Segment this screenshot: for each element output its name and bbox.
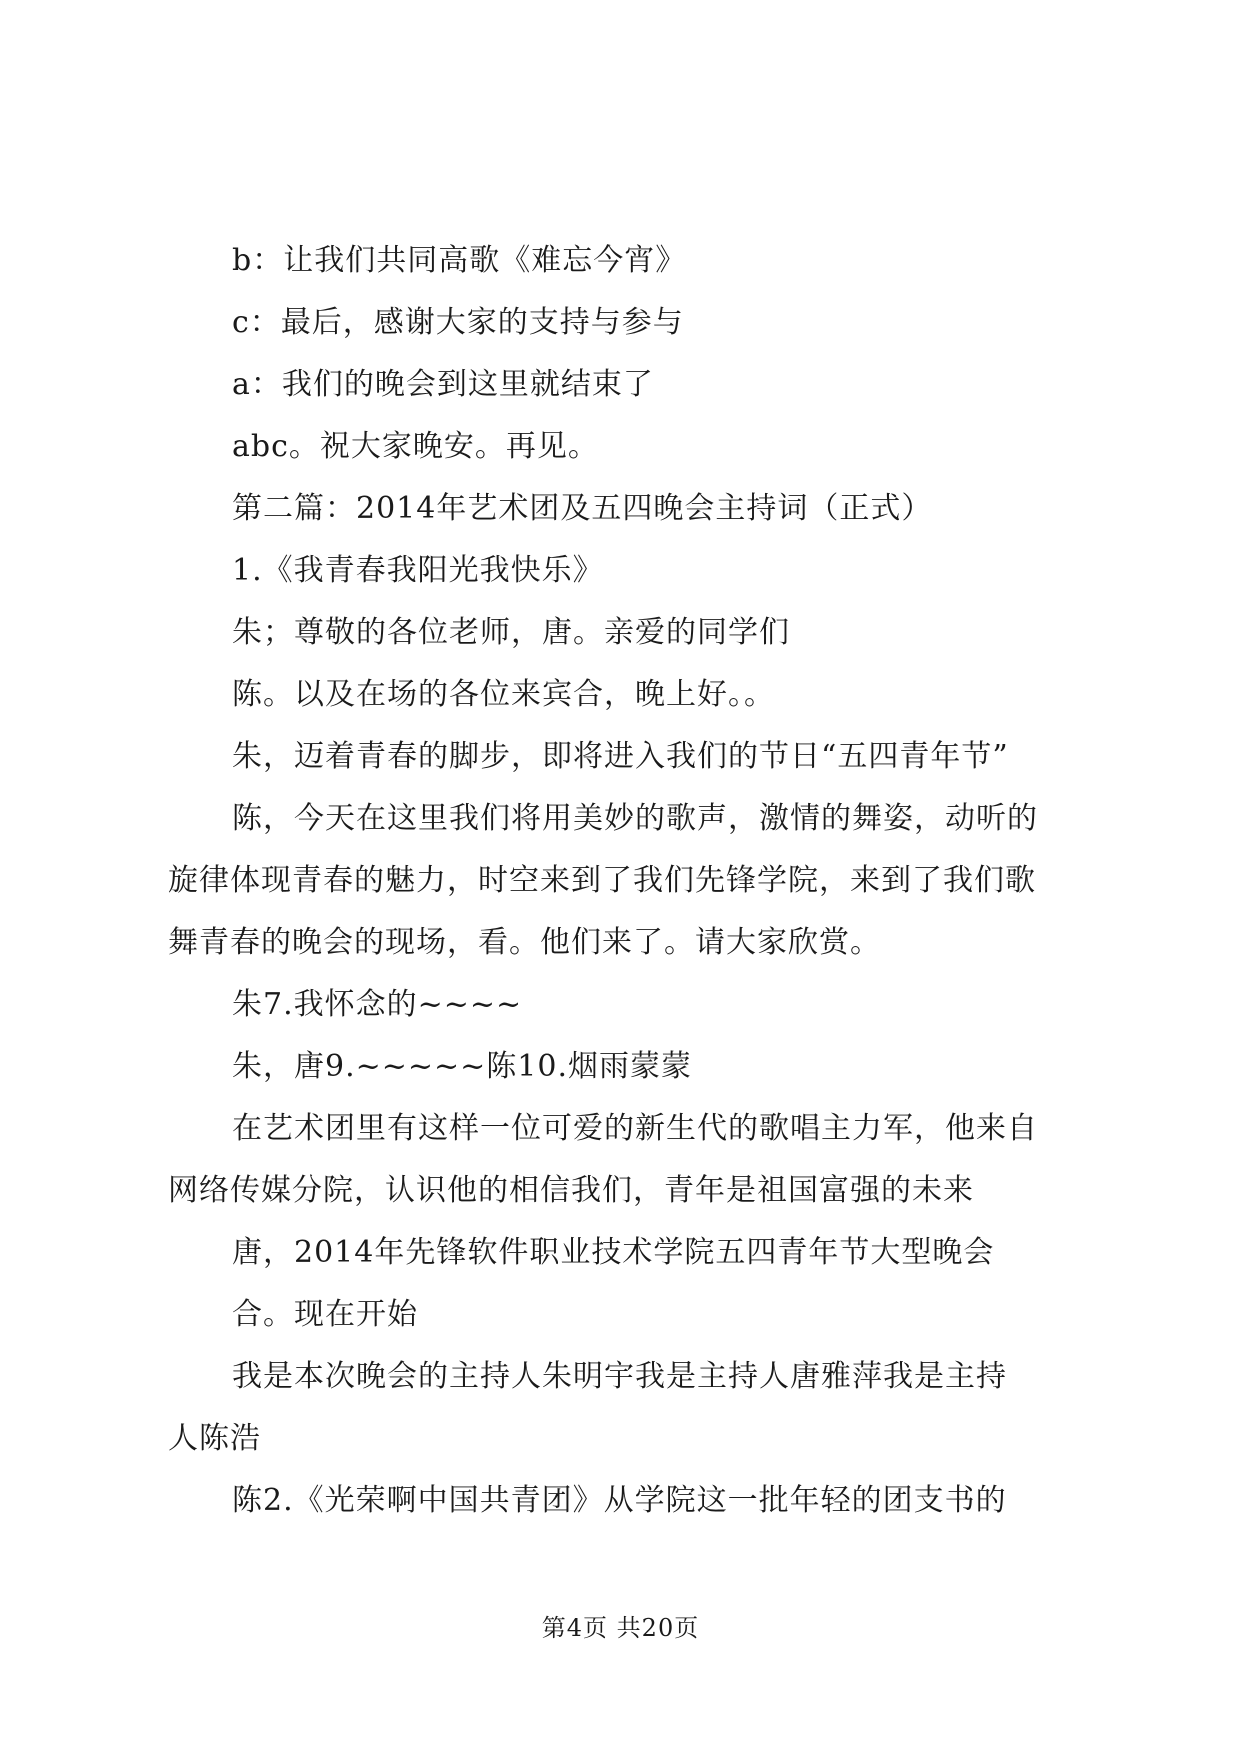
text-line: 网络传媒分院，认识他的相信我们，青年是祖国富强的未来 bbox=[168, 1173, 974, 1208]
section-heading: 第二篇：2014年艺术团及五四晚会主持词（正式） bbox=[232, 491, 933, 526]
text-line: 朱，唐9.~~~~~陈10.烟雨蒙蒙 bbox=[232, 1049, 693, 1084]
text-line: 朱；尊敬的各位老师，唐。亲爱的同学们 bbox=[232, 615, 790, 650]
text-line: 陈，今天在这里我们将用美妙的歌声，激情的舞姿，动听的 bbox=[232, 801, 1038, 836]
text-line: 朱，迈着青春的脚步，即将进入我们的节日“五四青年节” bbox=[232, 739, 1009, 774]
text-line: 人陈浩 bbox=[168, 1421, 261, 1456]
text-line: 1.《我青春我阳光我快乐》 bbox=[232, 553, 604, 588]
text-line: 唐，2014年先锋软件职业技术学院五四青年节大型晚会 bbox=[232, 1235, 995, 1270]
text-line: 陈。以及在场的各位来宾合，晚上好。。 bbox=[232, 677, 775, 712]
text-line: 舞青春的晚会的现场，看。他们来了。请大家欣赏。 bbox=[168, 925, 881, 960]
text-line: 我是本次晚会的主持人朱明宇我是主持人唐雅萍我是主持 bbox=[232, 1359, 1007, 1394]
text-line: b：让我们共同高歌《难忘今宵》 bbox=[232, 243, 687, 278]
text-line: 旋律体现青春的魅力，时空来到了我们先锋学院，来到了我们歌 bbox=[168, 863, 1036, 898]
text-line: abc。祝大家晚安。再见。 bbox=[232, 429, 599, 464]
text-line: 陈2.《光荣啊中国共青团》从学院这一批年轻的团支书的 bbox=[232, 1483, 1007, 1518]
document-body bbox=[168, 230, 1088, 1532]
text-line: c：最后，感谢大家的支持与参与 bbox=[232, 305, 684, 340]
text-line: 合。现在开始 bbox=[232, 1297, 418, 1332]
text-line: a：我们的晚会到这里就结束了 bbox=[232, 367, 654, 402]
page-number-footer: 第4页 共20页 bbox=[541, 1614, 700, 1642]
text-line: 在艺术团里有这样一位可爱的新生代的歌唱主力军，他来自 bbox=[232, 1111, 1038, 1146]
text-line: 朱7.我怀念的~~~~ bbox=[232, 987, 523, 1022]
